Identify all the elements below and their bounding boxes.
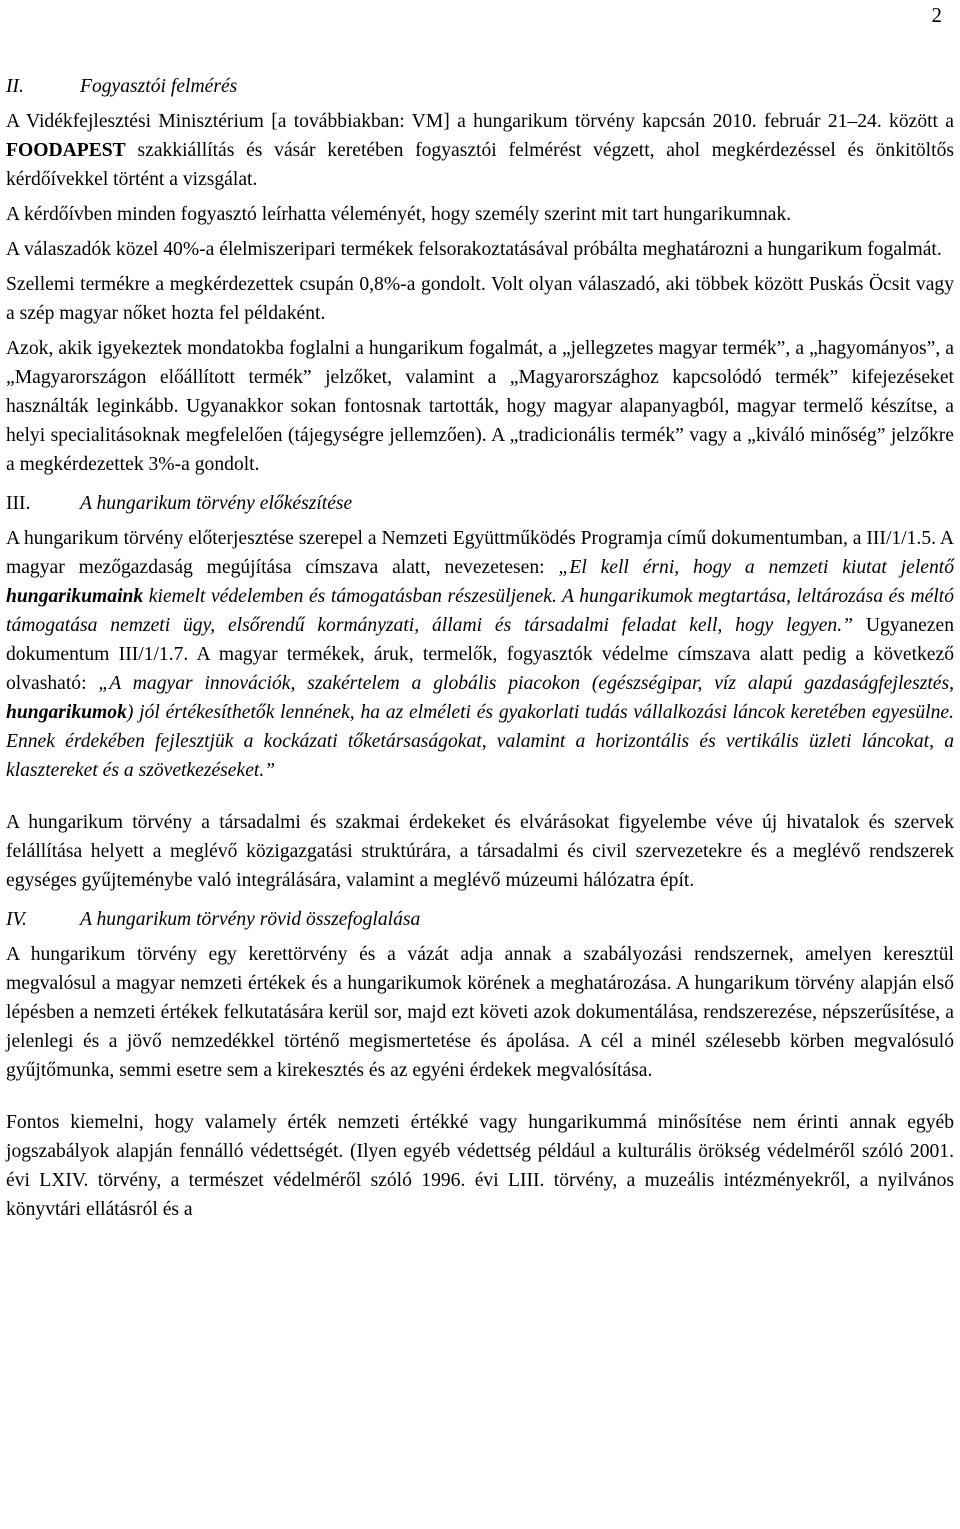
section-heading-4 — [6, 905, 954, 934]
bold-term: FOODAPEST — [6, 140, 126, 161]
section-title: A hungarikum törvény előkészítése — [80, 493, 353, 514]
paragraph: A hungarikum törvény egy kerettörvény és a vázát adja annak a szabályozási rendszernek, amelyen keresztül megvalósul a magyar nemzeti értékek és a hungarikumok körének a meghatározása. A hungarikum törvény alapján első lépésben a nemzeti értékek felkutatására kerül sor, majd ezt követi azok dokumentálása, rendszerezése, népszerűsítése, a jelenlegi és a jövő nemzedékkel történő megismertetése és ápolása. A cél a minél szélesebb körben megvalósuló gyűjtőmunka, semmi esetre sem a kirekesztés és az egyéni érdekek megvalósítása. — [6, 944, 954, 1081]
paragraph-text: Ugyanezen dokumentum III/1/1.7. A magyar termékek, áruk, termelők, fogyasztók védelme címszava alatt pedig a következő olvasható: — [6, 615, 954, 694]
paragraph-text: A Vidékfejlesztési Minisztérium [a továbbiakban: VM] a hungarikum törvény kapcsán 2010. február 21–24. között a — [6, 111, 954, 132]
section-heading-3 — [6, 489, 954, 518]
section-heading-2 — [6, 72, 954, 101]
document-body — [6, 72, 954, 1230]
paragraph — [6, 107, 954, 194]
section-number: II. — [6, 76, 24, 97]
bold-term: hungarikumaink — [6, 586, 144, 607]
paragraph: Fontos kiemelni, hogy valamely érték nemzeti értékké vagy hungarikummá minősítése nem érinti annak egyéb jogszabályok alapján fennálló védettségét. (Ilyen egyéb védettség például a kulturális örökség védelméről szóló 2001. évi LXIV. törvény, a természet védelméről szóló 1996. évi LIII. törvény, a muzeális intézményekről, a nyilvános könyvtári ellátásról és a — [6, 1112, 954, 1220]
quote-text: kiemelt védelemben és támogatásban részesüljenek. A hungarikumok megtartása, leltározása és méltó támogatása nemzeti ügy, elsőrendű kormányzati, állami és társadalmi feladat kell, hogy legyen.” — [6, 586, 954, 636]
section-title: Fogyasztói felmérés — [80, 76, 238, 97]
quote-text: ) jól értékesíthetők lennének, ha az elméleti és gyakorlati tudás vállalkozási láncok keretében egyesülne. Ennek érdekében fejlesztjük a kockázati tőketársaságokat, valamint a horizontális és vertikális üzleti láncokat, a klasztereket és a szövetkezéseket.” — [6, 702, 954, 781]
paragraph: Szellemi termékre a megkérdezettek csupán 0,8%-a gondolt. Volt olyan válaszadó, aki többek között Puskás Öcsit vagy a szép magyar nőket hozta fel példaként. — [6, 274, 954, 324]
paragraph: A hungarikum törvény a társadalmi és szakmai érdekeket és elvárásokat figyelembe véve új hivatalok és szervek felállítása helyett a meglévő közigazgatási struktúrára, a társadalmi és civil szervezetekre és a meglévő rendszerek egységes gyűjteménybe való integrálására, valamint a meglévő múzeumi hálózatra épít. — [6, 812, 954, 891]
paragraph-text: szakkiállítás és vásár keretében fogyasztói felmérést végzett, ahol megkérdezéssel és önkitöltős kérdőívekkel történt a vizsgálat. — [6, 140, 954, 190]
section-number: III. — [6, 493, 31, 514]
paragraph-text: A hungarikum törvény előterjesztése szerepel a Nemzeti Együttműködés Programja című dokumentumban, a III/1/1.5. A magyar mezőgazdaság megújítása címszava alatt, nevezetesen: — [6, 528, 954, 578]
page-number: 2 — [931, 3, 942, 27]
paragraph — [6, 524, 954, 785]
paragraph: A kérdőívben minden fogyasztó leírhatta véleményét, hogy személy szerint mit tart hungarikumnak. — [6, 204, 792, 225]
bold-term: hungarikumok — [6, 702, 127, 723]
section-number: IV. — [6, 909, 27, 930]
section-title: A hungarikum törvény rövid összefoglalása — [80, 909, 421, 930]
quote-text: „A magyar innovációk, szakértelem a globális piacokon (egészségipar, víz alapú gazdaságfejlesztés, — [98, 673, 954, 694]
paragraph: Azok, akik igyekeztek mondatokba foglalni a hungarikum fogalmát, a „jellegzetes magyar termék”, a „hagyományos”, a „Magyarországon előállított termék” jelzőket, valamint a „Magyarországhoz kapcsolódó termék” kifejezéseket használták leginkább. Ugyanakkor sokan fontosnak tartották, hogy magyar alapanyagból, magyar termelő készítse, a helyi specialitásoknak megfelelően (tájegységre jellemzően). A „tradicionális termék” vagy a „kiváló minőség” jelzőkre a megkérdezettek 3%-a gondolt. — [6, 338, 954, 475]
paragraph: A válaszadók közel 40%-a élelmiszeripari termékek felsorakoztatásával próbálta meghatározni a hungarikum fogalmát. — [6, 239, 942, 260]
quote-text: „El kell érni, hogy a nemzeti kiutat jelentő — [558, 557, 954, 578]
